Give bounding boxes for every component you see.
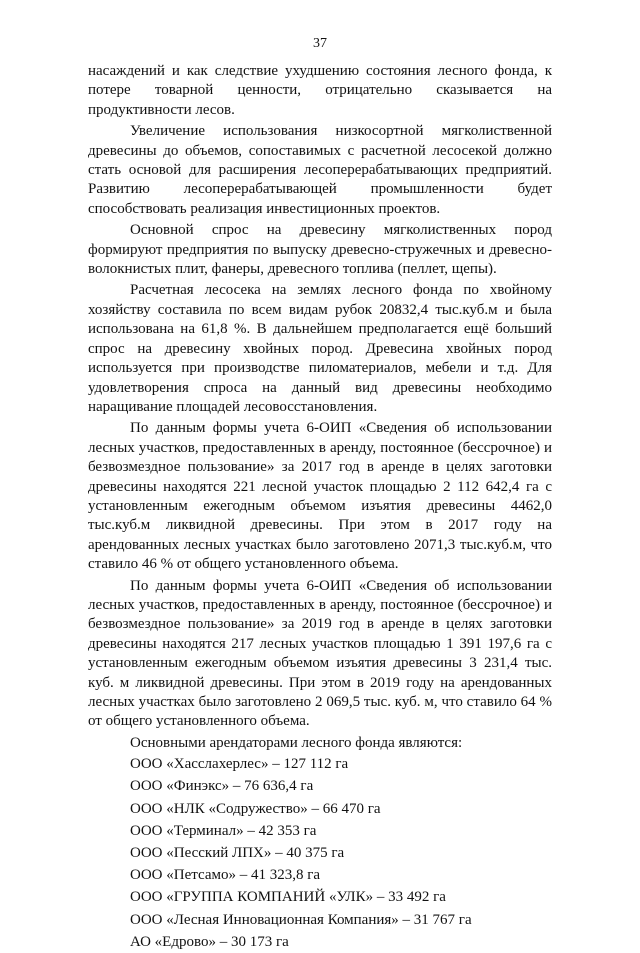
- paragraph-report-2017: По данным формы учета 6-ОИП «Сведения об использовании лесных участков, предоставленных в аренду, постоянное (бессрочное) и безвозмездное пользование» за 2017 год в аренде в целях заготовки древесины находятся 221 лесной участок площадью 2 112 642,4 га с установленным ежегодным объемом изъятия древесины 4462,0 тыс.куб.м ликвидной древесины. При этом в 2017 году на арендованных лесных участках было заготовлено 2071,3 тыс.куб.м, что ставило 46 % от общего установленного объема.: [88, 420, 552, 573]
- paragraph-demand: Основной спрос на древесину мягколиственных пород формируют предприятия по выпуску древесно-стружечных и древесно-волокнистых плит, фанеры, древесного топлива (пеллет, щепы).: [88, 222, 552, 278]
- tenants-intro: Основными арендаторами лесного фонда являются:: [130, 734, 463, 751]
- paragraph-continuation: насаждений и как следствие ухудшению состояния лесного фонда, к потере товарной ценности, отрицательно сказывается на продуктивности лесов.: [88, 63, 552, 118]
- paragraph-coniferous: Расчетная лесосека на землях лесного фонда по хвойному хозяйству составила по всем видам рубок 20832,4 тыс.куб.м и была использована на 61,8 %. В дальнейшем предполагается ещё больший спрос на древесину хвойных пород. Древесина хвойных пород используется при производстве пиломатериалов, мебели и т.д. Для удовлетворения спроса на данный вид древесины необходимо наращивание площадей лесовосстановления.: [88, 282, 552, 415]
- tenant-item: ООО «Песский ЛПХ» – 40 375 га: [130, 845, 345, 862]
- tenant-item: ООО «Хасслахерлес» – 127 112 га: [130, 756, 349, 773]
- tenant-item: ООО «Лесная Инновационная Компания» – 31 767 га: [130, 911, 472, 928]
- tenant-item: АО «Едрово» – 30 173 га: [130, 933, 289, 950]
- tenant-item: ООО «Финэкс» – 76 636,4 га: [130, 778, 314, 795]
- tenant-list: [88, 753, 552, 953]
- paragraph-softwood-usage: Увеличение использования низкосортной мягколиственной древесины до объемов, сопоставимых с расчетной лесосекой должно стать основой для расширения лесоперерабатывающих предприятий. Развитию лесоперерабатывающей промышленности будет способствовать реализация инвестиционных проектов.: [88, 123, 552, 217]
- tenant-item: ООО «НЛК «Содружество» – 66 470 га: [130, 800, 381, 817]
- paragraph-report-2019: По данным формы учета 6-ОИП «Сведения об использовании лесных участков, предоставленных в аренду, постоянное (бессрочное) и безвозмездное пользование» за 2019 год в аренде в целях заготовки древесины находятся 217 лесных участков площадью 1 391 197,6 га с установленным ежегодным объемом изъятия древесины 3 231,4 тыс. куб. м ликвидной древесины. При этом в 2019 году на арендованных лесных участках было заготовлено 2 069,5 тыс. куб. м, что ставило 64 % от общего установленного объема.: [88, 577, 552, 730]
- tenant-item: ООО «Петсамо» – 41 323,8 га: [130, 867, 321, 884]
- tenant-item: ООО «ГРУППА КОМПАНИЙ «УЛК» – 33 492 га: [130, 889, 446, 906]
- document-body: [88, 62, 552, 953]
- tenant-item: ООО «Терминал» – 42 353 га: [130, 822, 317, 839]
- page-number: 37: [313, 36, 327, 51]
